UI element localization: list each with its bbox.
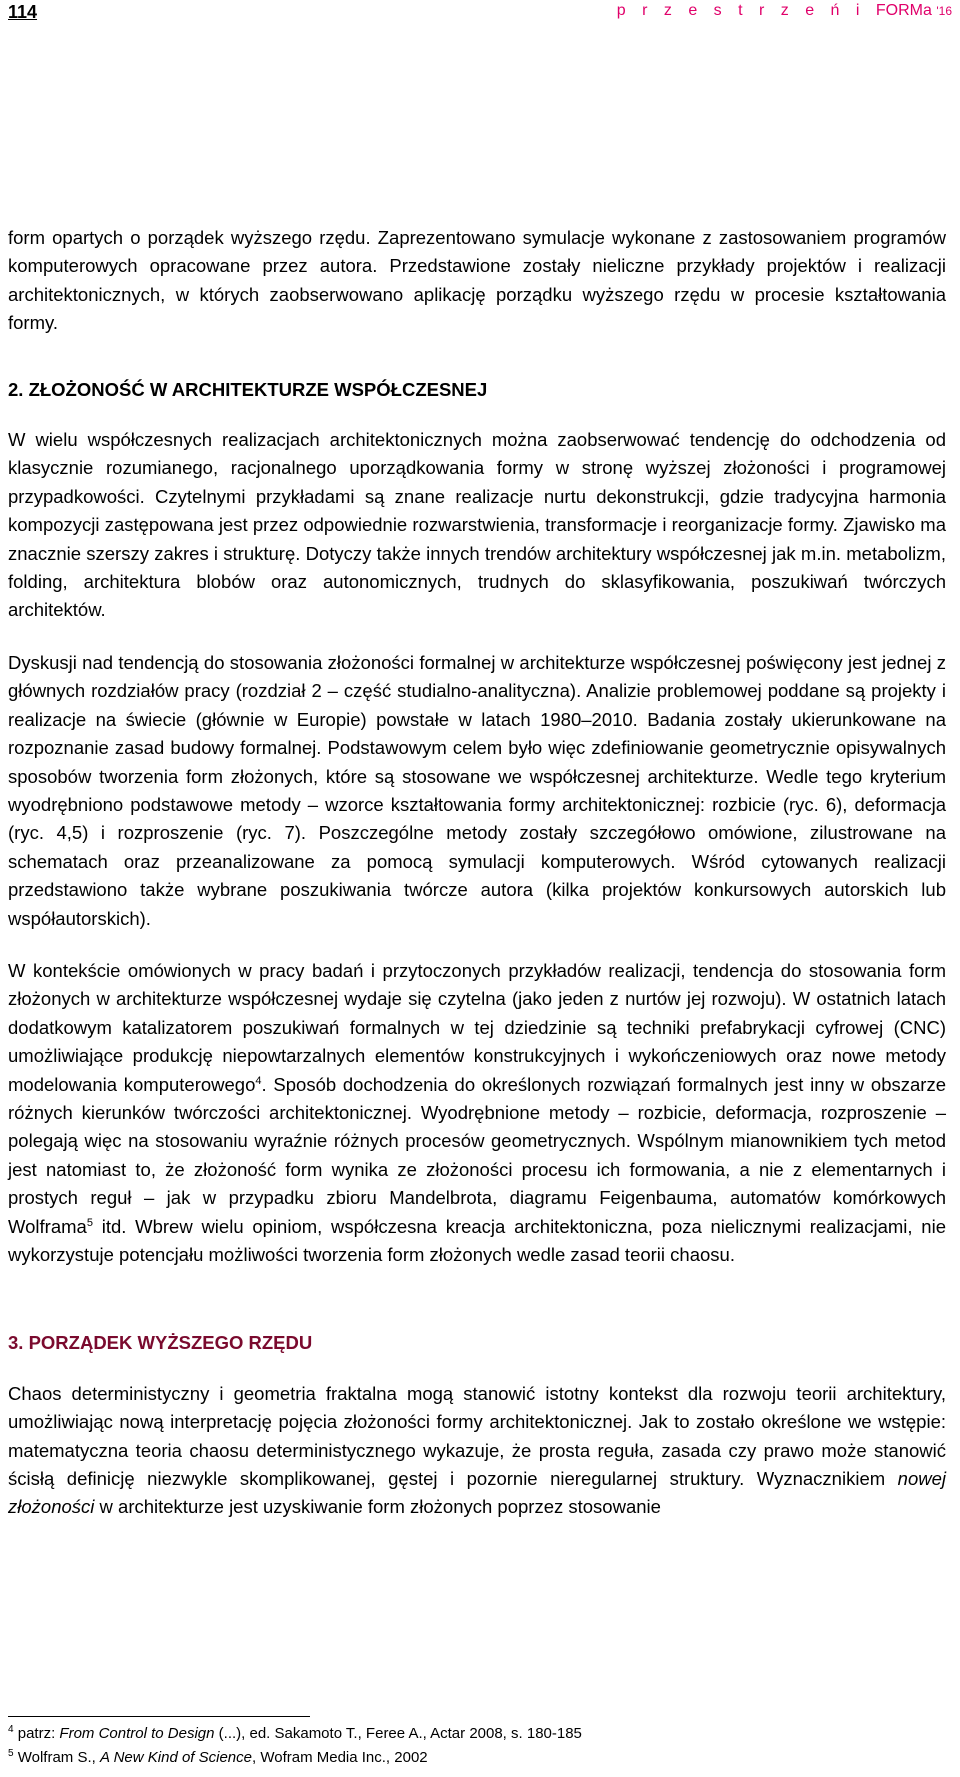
footnote-5-text-1: Wolfram S., xyxy=(13,1749,100,1766)
page-body xyxy=(8,224,946,1522)
footnotes xyxy=(8,1722,582,1770)
paragraph-2c-text-1: W kontekście omówionych w pracy badań i przytoczonych przykładów realizacji, tendencja do stosowania form złożonych w architekturze współczesnej wydaje się czytelna (jako jeden z nurtów jej rozwoju). W ostatnich latach dodatkowym katalizatorem poszukiwań formalnych w tej dziedzinie są techniki prefabrykacji cyfrowej (CNC) umożliwiające produkcję niepowtarzalnych elementów konstrukcyjnych i wykończeniowych oraz nowe metody modelowania komputerowego xyxy=(8,959,946,1095)
paragraph-2c-text-3: itd. Wbrew wielu opiniom, współczesna kreacja architektoniczna, poza nielicznymi realizacjami, nie wykorzystuje potencjału możliwości tworzenia form złożonych wedle zasad teorii chaosu. xyxy=(8,1215,946,1265)
journal-name-forma: FORMa xyxy=(875,2,932,19)
journal-name-spaced: p r z e s t r z e ń i xyxy=(616,2,876,19)
section-heading-2: 2. ZŁOŻONOŚĆ W ARCHITEKTURZE WSPÓŁCZESNEJ xyxy=(8,378,488,400)
paragraph-2b: Dyskusji nad tendencją do stosowania złożoności formalnej w architekturze współczesnej poświęcony jest jednej z głównych rozdziałów pracy (rozdział 2 – część studialno-analityczna). Analizie problemowej poddane są projekty i realizacje na świecie (głównie w Europie) powstałe w latach 1980–2010. Badania zostały ukierunkowane na rozpoznanie zasad budowy formalnej. Podstawowym celem było więc zdefiniowanie geometrycznie opisywalnych sposobów tworzenia form złożonych, które są stosowane we współczesnej architekturze. Wedle tego kryterium wyodrębniono podstawowe metody – wzorce kształtowania formy architektonicznej: rozbicie (ryc. 6), deformacja (ryc. 4,5) i rozproszenie (ryc. 7). Poszczególne metody zostały szczegółowo omówione, zilustrowane na schematach oraz przeanalizowane za pomocą symulacji komputerowych. Wśród cytowanych realizacji przedstawiono także wybrane poszukiwania twórcze autora (kilka projektów konkursowych autorskich lub współautorskich). xyxy=(8,651,946,929)
footnote-4-text-2: (...), ed. Sakamoto T., Feree A., Actar 2008, s. 180-185 xyxy=(214,1725,582,1742)
journal-year: '16 xyxy=(936,4,952,18)
footnote-ref-4[interactable]: 4 xyxy=(255,1074,262,1087)
footnote-4 xyxy=(8,1722,582,1746)
paragraph-3a xyxy=(8,1380,946,1522)
footnote-5-title: A New Kind of Science xyxy=(99,1749,252,1766)
paragraph-3a-text-2: w architekturze jest uzyskiwanie form złożonych poprzez stosowanie xyxy=(94,1496,661,1518)
footnote-4-number: 4 xyxy=(8,1724,14,1735)
footnote-separator xyxy=(8,1716,310,1717)
paragraph-2c xyxy=(8,957,946,1269)
footnote-4-text-1: patrz: xyxy=(13,1725,60,1742)
paragraph-3a-text-1: Chaos deterministyczny i geometria fraktalna mogą stanowić istotny kontekst dla rozwoju teorii architektury, umożliwiając nową interpretację pojęcia złożoności formy architektonicznej. Jak to zostało określone we wstępie: matematyczna teoria chaosu deterministycznego wykazuje, że prosta reguła, zasada czy prawo może stanowić ścisłą definicję niezwykle skomplikowanej, gęstej i pozornie nieregularnej struktury. Wyznacznikiem xyxy=(8,1382,946,1490)
footnote-5 xyxy=(8,1746,582,1770)
footnote-4-title: From Control to Design xyxy=(59,1725,215,1742)
footnote-5-text-2: , Wofram Media Inc., 2002 xyxy=(252,1749,428,1766)
paragraph-2a: W wielu współczesnych realizacjach architektonicznych można zaobserwować tendencję do odchodzenia od klasycznie rozumianego, racjonalnego uporządkowania formy w stronę wyższej złożoności i programowej przypadkowości. Czytelnymi przykładami są znane realizacje nurtu dekonstrukcji, gdzie tradycyjna harmonia kompozycji zastępowana jest przez odpowiednie rozwarstwienia, transformacje i reorganizacje formy. Zjawisko ma znacznie szerszy zakres i strukturę. Dotyczy także innych trendów architektury współczesnej jak m.in. metabolizm, folding, architektura blobów oraz autonomicznych, trudnych do sklasyfikowania, poszukiwań twórczych architektów. xyxy=(8,429,946,621)
page-number: 114 xyxy=(8,2,38,22)
section-heading-3: 3. PORZĄDEK WYŻSZEGO RZĘDU xyxy=(8,1332,313,1354)
paragraph-2c-text-2: . Sposób dochodzenia do określonych rozwiązań formalnych jest inny w obszarze różnych kierunków twórczości architektonicznej. Wyodrębnione metody – rozbicie, deformacja, rozproszenie – polegają więc na stosowaniu wyraźnie różnych procesów geometrycznych. Wspólnym mianownikiem tych metod jest natomiast to, że złożoność form wynika ze złożoności procesu ich formowania, a nie z elementarnych i prostych reguł – jak w przypadku zbioru Mandelbrota, diagramu Feigenbauma, automatów komórkowych Wolframa xyxy=(8,1073,946,1237)
paragraph-intro: form opartych o porządek wyższego rzędu. Zaprezentowano symulacje wykonane z zastosowaniem programów komputerowych opracowane przez autora. Przedstawione zostały nieliczne przykłady projektów i realizacji architektonicznych, w których zaobserwowano aplikację porządku wyższego rzędu w procesie kształtowania formy. xyxy=(8,227,946,334)
footnote-5-number: 5 xyxy=(8,1748,14,1759)
running-head xyxy=(617,2,952,20)
paragraph-3a-italic: nowej złożoności xyxy=(8,1468,946,1518)
footnote-ref-5[interactable]: 5 xyxy=(86,1216,93,1229)
